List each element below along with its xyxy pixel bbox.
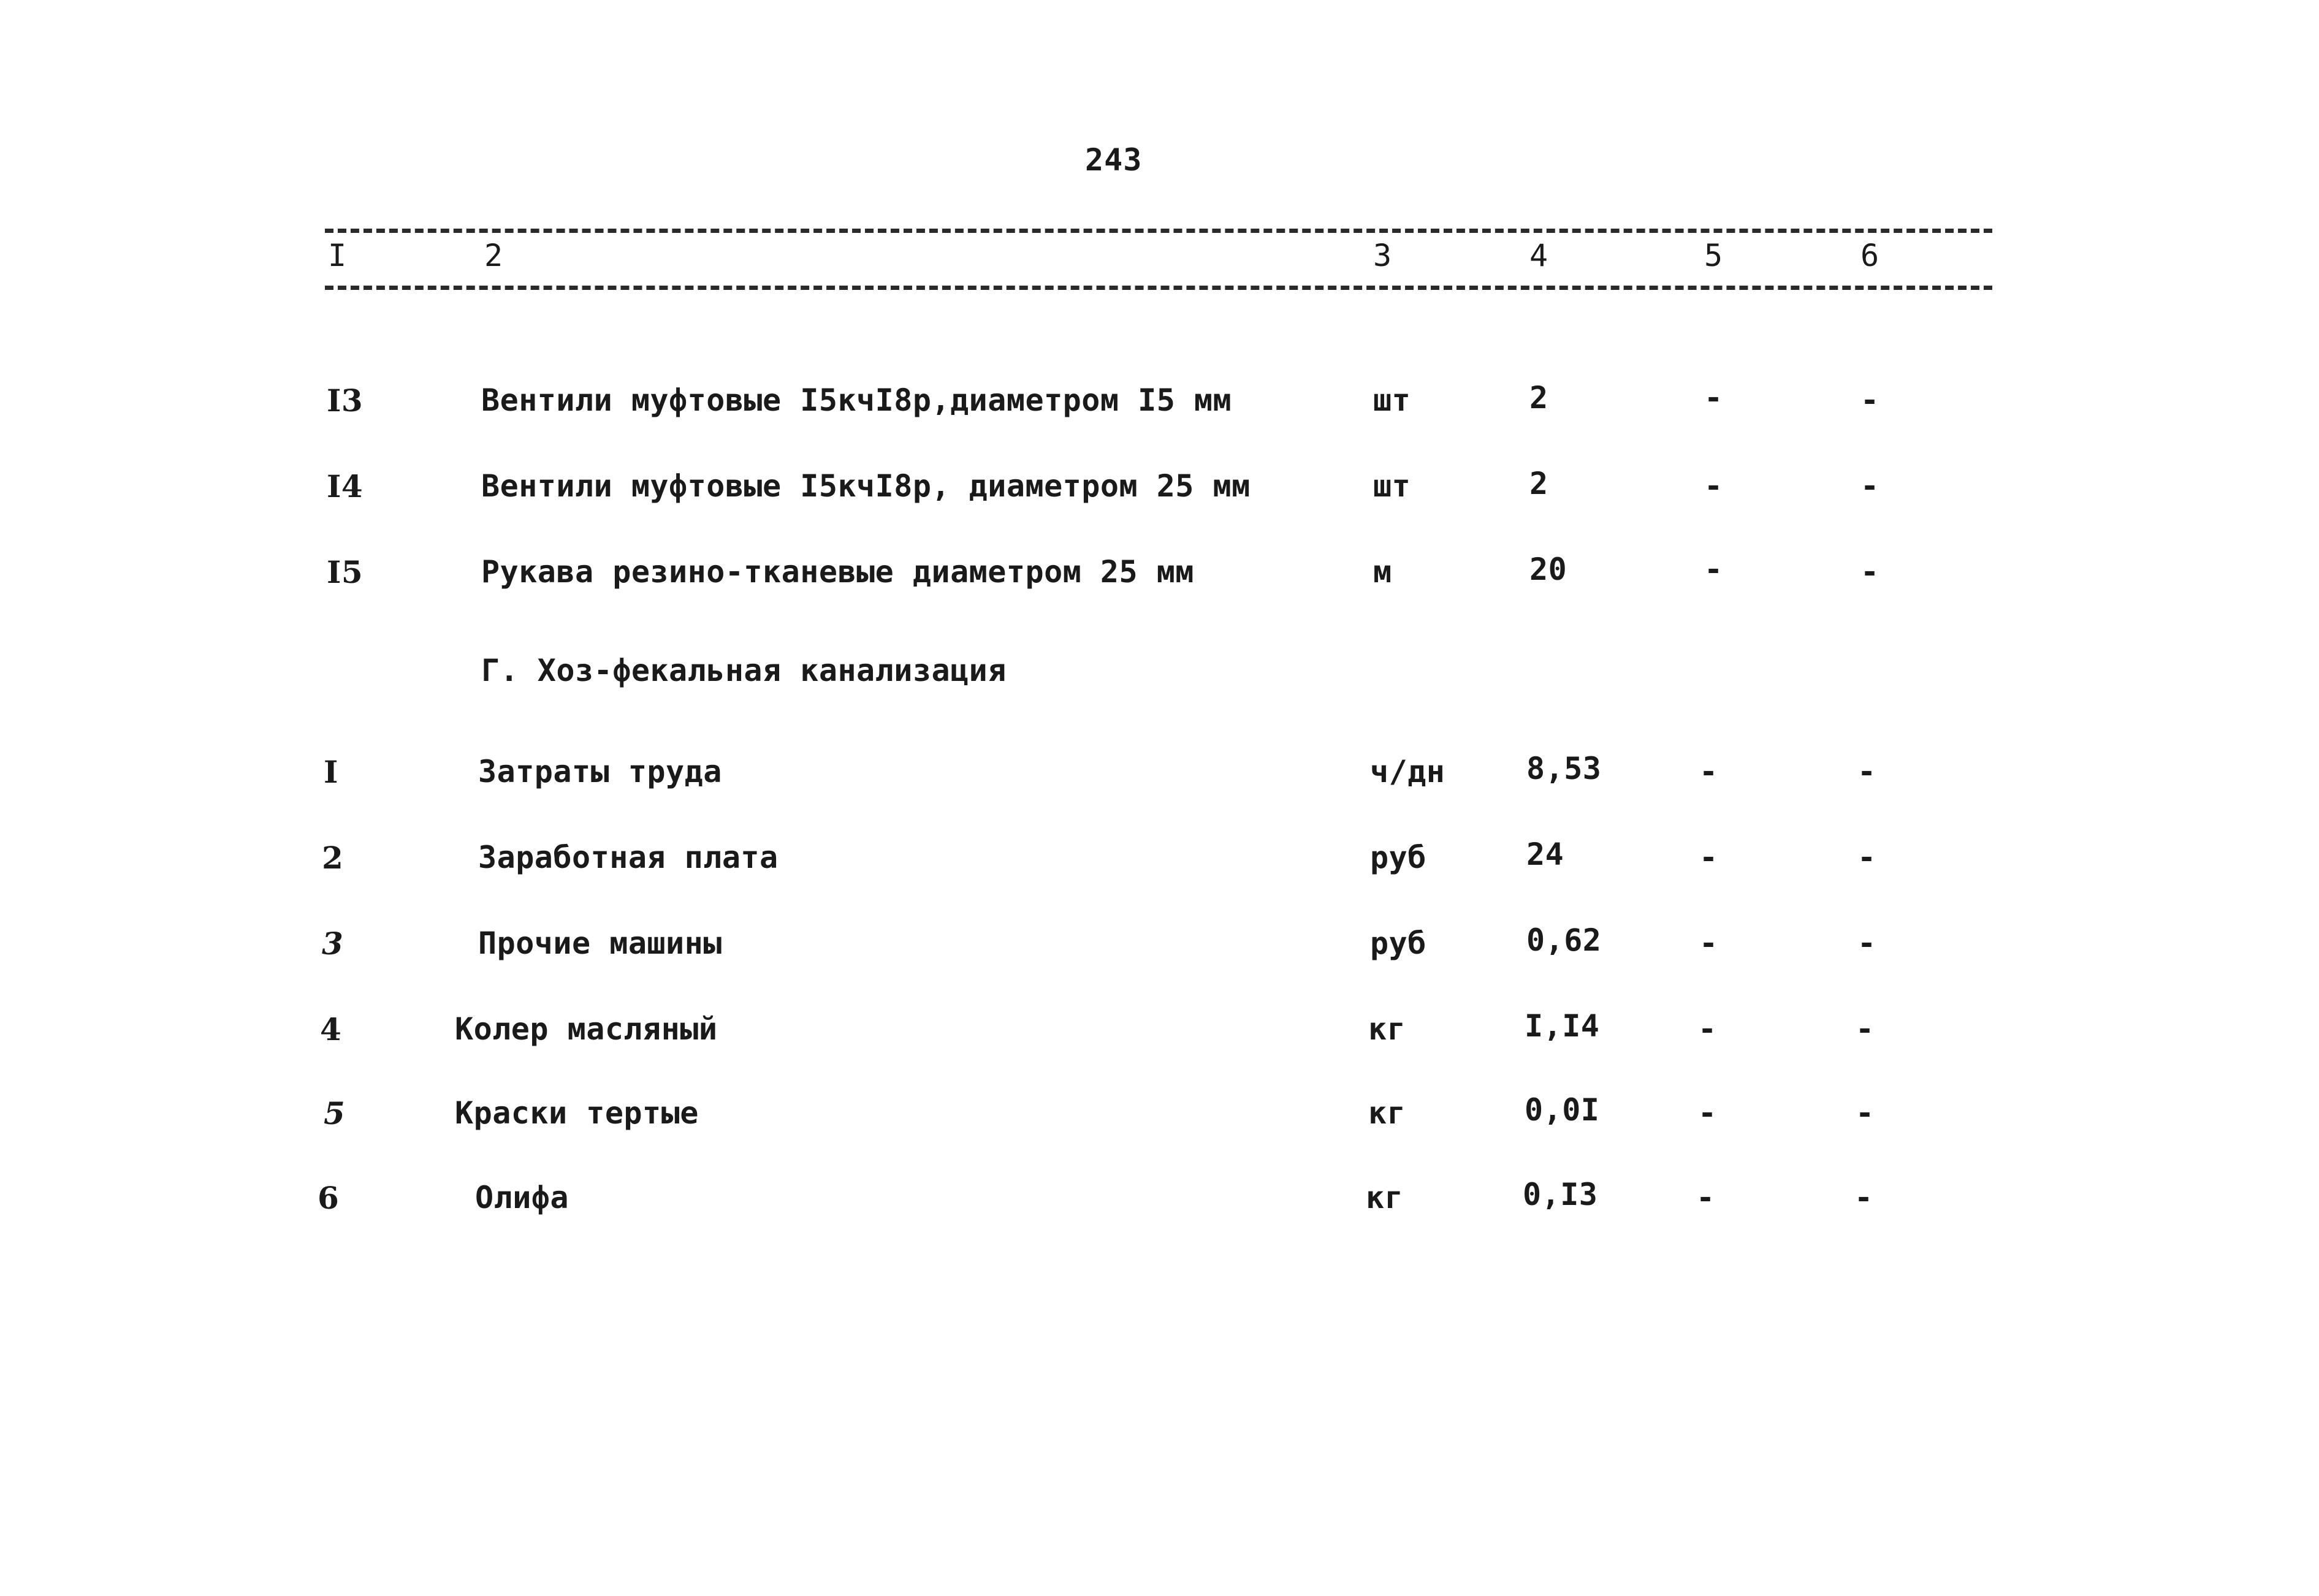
table-header-bottom-rule	[325, 286, 1992, 290]
table-header-top-rule	[325, 229, 1992, 233]
row-name: Краски тертые	[455, 1095, 699, 1131]
row-number: I	[324, 754, 338, 790]
row-col5: -	[1699, 840, 1718, 875]
page-number: 243	[1085, 142, 1143, 178]
row-unit: руб	[1370, 840, 1426, 875]
row-col6: -	[1856, 1095, 1875, 1131]
row-unit: шт	[1373, 382, 1411, 418]
row-col6: -	[1857, 840, 1876, 875]
header-col-6: 6	[1860, 238, 1879, 273]
row-number: 2	[322, 840, 344, 876]
row-col6: -	[1860, 468, 1879, 504]
row-col6: -	[1854, 1180, 1873, 1215]
row-name: Прочие машины	[478, 925, 722, 961]
header-col-5: 5	[1704, 238, 1723, 273]
row-col6: -	[1857, 925, 1876, 961]
row-col5: -	[1704, 552, 1723, 587]
row-name: Затраты труда	[478, 754, 722, 789]
row-name: Вентили муфтовые I5кчI8р,диаметром I5 мм	[481, 382, 1232, 418]
row-unit: ч/дн	[1370, 754, 1445, 789]
row-col5: -	[1698, 1011, 1717, 1047]
row-quantity: 0,0I	[1525, 1092, 1600, 1128]
row-number: I5	[327, 554, 364, 590]
row-name: Олифа	[475, 1180, 569, 1215]
header-col-1: I	[328, 238, 347, 273]
row-name: Заработная плата	[478, 840, 779, 875]
row-quantity: 0,62	[1526, 922, 1602, 958]
section-title: Г. Хоз-фекальная канализация	[481, 653, 1007, 688]
header-col-3: 3	[1373, 238, 1392, 273]
row-name: Рукава резино-тканевые диаметром 25 мм	[481, 554, 1194, 590]
row-col5: -	[1699, 925, 1718, 961]
row-name: Колер масляный	[455, 1011, 718, 1047]
row-col5: -	[1704, 468, 1723, 504]
header-col-2: 2	[484, 238, 503, 273]
row-quantity: 24	[1526, 837, 1564, 872]
row-number: 6	[318, 1180, 340, 1216]
row-quantity: 2	[1529, 466, 1548, 501]
row-name: Вентили муфтовые I5кчI8р, диаметром 25 мм	[481, 468, 1251, 504]
row-col5: -	[1696, 1180, 1715, 1215]
row-col6: -	[1860, 554, 1879, 590]
row-quantity: I,I4	[1525, 1008, 1600, 1044]
row-col6: -	[1860, 382, 1879, 418]
row-unit: руб	[1370, 925, 1426, 961]
header-col-4: 4	[1529, 238, 1548, 273]
row-unit: кг	[1368, 1095, 1406, 1131]
row-col5: -	[1698, 1095, 1717, 1131]
row-unit: кг	[1368, 1011, 1406, 1047]
row-number: 3	[322, 925, 344, 962]
row-col6: -	[1856, 1011, 1875, 1047]
row-quantity: 0,I3	[1523, 1177, 1598, 1212]
row-number: I3	[327, 382, 364, 419]
row-number: 4	[320, 1011, 342, 1047]
row-unit: м	[1373, 554, 1392, 590]
row-quantity: 20	[1529, 552, 1567, 587]
row-number: I4	[327, 468, 364, 504]
row-col5: -	[1699, 754, 1718, 789]
row-quantity: 2	[1529, 380, 1548, 416]
row-col5: -	[1704, 380, 1723, 416]
row-unit: шт	[1373, 468, 1411, 504]
row-number: 5	[324, 1095, 346, 1131]
row-unit: кг	[1366, 1180, 1404, 1215]
row-quantity: 8,53	[1526, 751, 1602, 786]
row-col6: -	[1857, 754, 1876, 789]
